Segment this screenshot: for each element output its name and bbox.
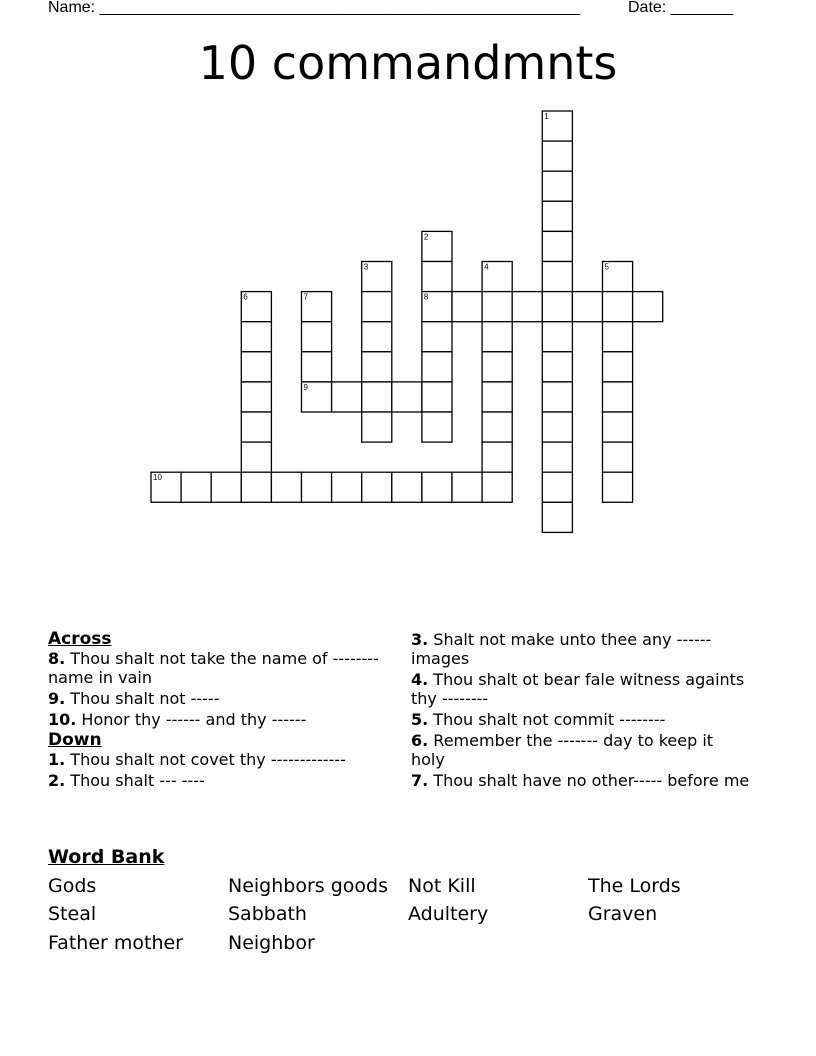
page-title: 10 commandmnts — [198, 36, 618, 90]
grid-cell[interactable] — [603, 412, 633, 442]
grid-cell[interactable] — [241, 442, 271, 472]
grid-cell[interactable] — [542, 141, 572, 171]
grid-cell[interactable] — [362, 412, 392, 442]
clue-number-label: 1 — [544, 112, 549, 121]
grid-cell[interactable] — [542, 111, 572, 141]
grid-cell[interactable] — [482, 262, 512, 292]
word-bank-item: The Lords — [588, 875, 681, 897]
clue-number: 10. — [48, 710, 77, 729]
clues-right-column — [411, 630, 751, 792]
grid-cell[interactable] — [241, 472, 271, 502]
clue-text: Thou shalt not take the name of -------- name in vain — [48, 649, 379, 687]
grid-cell[interactable] — [151, 472, 181, 502]
grid-cell[interactable] — [542, 412, 572, 442]
word-bank-item: Not Kill — [408, 875, 476, 897]
grid-cell[interactable] — [482, 322, 512, 352]
grid-cell[interactable] — [542, 472, 572, 502]
grid-cell[interactable] — [512, 292, 542, 322]
across-heading: Across — [48, 629, 112, 649]
clue-number-label: 7 — [303, 292, 308, 302]
clue-down-4 — [411, 670, 751, 708]
clue-number-label: 3 — [363, 262, 369, 272]
clue-number: 6. — [411, 731, 429, 750]
clue-number-label: 9 — [303, 382, 308, 392]
down-heading: Down — [48, 730, 102, 750]
grid-cell[interactable] — [332, 472, 362, 502]
grid-cell[interactable] — [482, 352, 512, 382]
grid-cell[interactable] — [542, 171, 572, 201]
clue-down-6 — [411, 731, 751, 769]
grid-cell[interactable] — [422, 412, 452, 442]
clue-number: 5. — [411, 710, 429, 729]
clue-down-3 — [411, 630, 751, 668]
grid-cell[interactable] — [332, 382, 362, 412]
grid-cell[interactable] — [482, 412, 512, 442]
grid-cell[interactable] — [542, 322, 572, 352]
grid-cell[interactable] — [362, 262, 392, 292]
grid-cell[interactable] — [302, 322, 332, 352]
grid-cell[interactable] — [452, 472, 482, 502]
grid-cell[interactable] — [482, 472, 512, 502]
grid-cell[interactable] — [422, 322, 452, 352]
grid-cell[interactable] — [603, 262, 633, 292]
grid-cell[interactable] — [422, 231, 452, 261]
clue-number: 7. — [411, 771, 429, 790]
grid-cell[interactable] — [603, 472, 633, 502]
clue-down-1 — [48, 750, 388, 769]
clue-number-label: 8 — [423, 292, 429, 302]
clue-number: 2. — [48, 771, 66, 790]
clue-text: Thou shalt not covet thy ------------- — [65, 750, 346, 769]
word-bank-item: Graven — [588, 903, 658, 925]
grid-cell[interactable] — [302, 352, 332, 382]
clue-number: 9. — [48, 689, 66, 708]
grid-cell[interactable] — [422, 262, 452, 292]
word-bank-item: Steal — [48, 903, 97, 925]
grid-cell[interactable] — [542, 292, 572, 322]
grid-cell[interactable] — [452, 292, 482, 322]
grid-cell[interactable] — [362, 292, 392, 322]
clue-across-9 — [48, 689, 388, 708]
grid-cell[interactable] — [181, 472, 211, 502]
clue-text: Remember the ------- day to keep it holy — [411, 731, 714, 769]
grid-cell[interactable] — [422, 382, 452, 412]
grid-cell[interactable] — [302, 472, 332, 502]
grid-cell[interactable] — [362, 352, 392, 382]
grid-cell[interactable] — [542, 382, 572, 412]
clue-across-8 — [48, 649, 388, 687]
grid-cell[interactable] — [362, 472, 392, 502]
clue-number-label: 2 — [423, 232, 429, 242]
clue-number-label: 4 — [484, 262, 489, 272]
grid-cell[interactable] — [542, 231, 572, 261]
grid-cell[interactable] — [422, 352, 452, 382]
grid-cell[interactable] — [542, 502, 572, 532]
clue-text: Shalt not make unto thee any ------ images — [411, 630, 712, 668]
clue-number: 8. — [48, 649, 66, 668]
clue-text: Thou shalt --- ---- — [65, 771, 205, 790]
grid-cell[interactable] — [392, 382, 422, 412]
grid-cell[interactable] — [211, 472, 241, 502]
grid-cell[interactable] — [241, 322, 271, 352]
clue-text: Thou shalt have no other----- before me — [428, 771, 750, 790]
grid-cell[interactable] — [241, 382, 271, 412]
grid-cell[interactable] — [482, 292, 512, 322]
grid-cell[interactable] — [603, 442, 633, 472]
grid-cell[interactable] — [271, 472, 301, 502]
name-field[interactable]: Name: ______________________________________________________ — [48, 0, 581, 16]
grid-cell[interactable] — [633, 292, 663, 322]
grid-cell[interactable] — [241, 292, 271, 322]
word-bank-heading: Word Bank — [48, 846, 165, 868]
grid-cell[interactable] — [362, 382, 392, 412]
grid-cell[interactable] — [603, 382, 633, 412]
grid-cell[interactable] — [482, 442, 512, 472]
grid-cell[interactable] — [422, 292, 452, 322]
grid-cell[interactable] — [482, 382, 512, 412]
grid-cell[interactable] — [241, 352, 271, 382]
grid-cell[interactable] — [362, 322, 392, 352]
clue-across-10 — [48, 710, 388, 729]
clue-text: Thou shalt not ----- — [65, 689, 220, 708]
grid-cell[interactable] — [241, 412, 271, 442]
clue-down-7 — [411, 771, 751, 790]
clue-number: 3. — [411, 630, 429, 649]
grid-cell[interactable] — [542, 352, 572, 382]
grid-cell[interactable] — [392, 472, 422, 502]
clue-text: Thou shalt not commit -------- — [428, 710, 666, 729]
clue-number-label: 10 — [153, 473, 162, 483]
date-field[interactable]: Date: _______ — [628, 0, 733, 16]
clue-number-label: 5 — [604, 262, 609, 272]
word-bank-item: Gods — [48, 875, 97, 897]
clues-left-column — [48, 630, 388, 792]
grid-cell[interactable] — [302, 292, 332, 322]
grid-cell[interactable] — [542, 262, 572, 292]
grid-cell[interactable] — [572, 292, 602, 322]
grid-cell[interactable] — [603, 292, 633, 322]
clue-text: Thou shalt ot bear fale witness againts thy -------- — [411, 670, 745, 708]
word-bank-item: Father mother — [48, 932, 183, 954]
grid-cell[interactable] — [422, 472, 452, 502]
clue-number: 1. — [48, 750, 66, 769]
clue-number-label: 6 — [243, 292, 248, 302]
word-bank-item: Sabbath — [228, 903, 307, 925]
grid-cell[interactable] — [603, 352, 633, 382]
grid-cell[interactable] — [542, 201, 572, 231]
word-bank-item: Neighbors goods — [228, 875, 388, 897]
clue-down-5 — [411, 710, 751, 729]
clue-down-2 — [48, 771, 388, 790]
word-bank-item: Neighbor — [228, 932, 315, 954]
grid-cell[interactable] — [603, 322, 633, 352]
clue-number: 4. — [411, 670, 429, 689]
clue-text: Honor thy ------ and thy ------ — [76, 710, 307, 729]
grid-cell[interactable] — [302, 382, 332, 412]
grid-cell[interactable] — [542, 442, 572, 472]
word-bank-item: Adultery — [408, 903, 489, 925]
